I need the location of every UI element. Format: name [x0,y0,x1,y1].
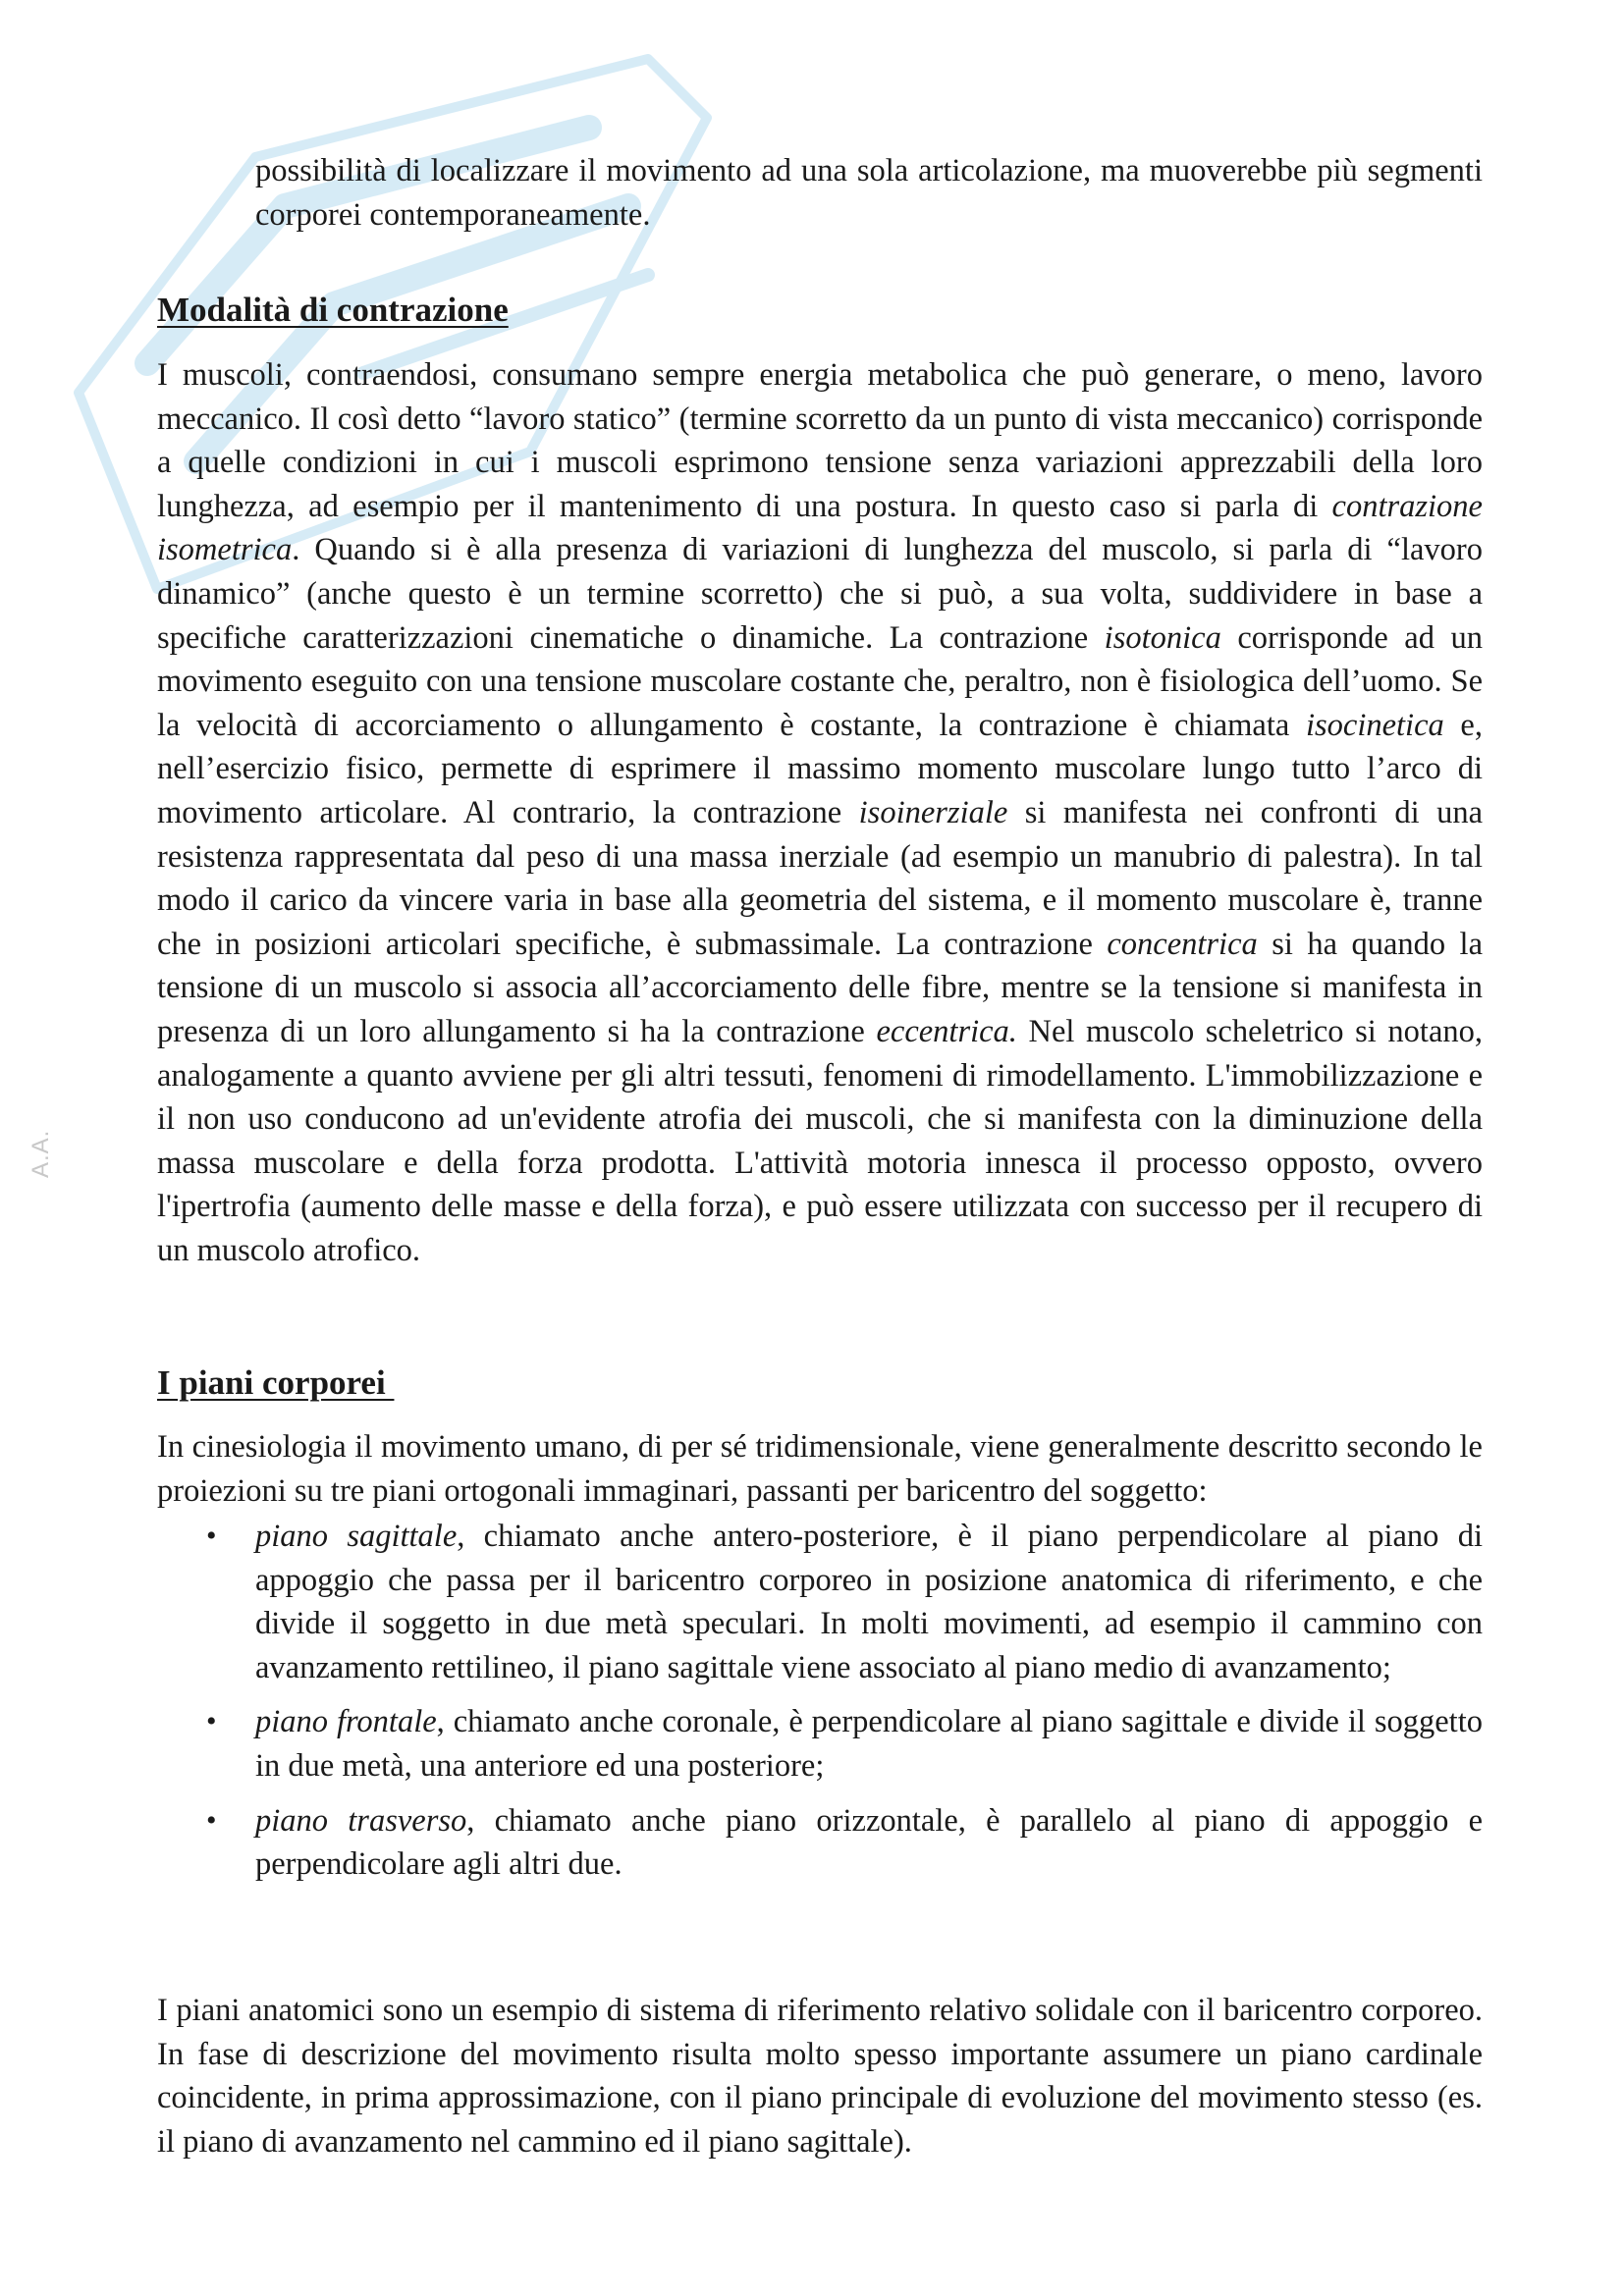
text-run: . Quando si è alla presenza di variazioni di lunghezza del muscolo, si parla di “lavoro dinamico” (anche questo è un termine scorretto) che si può, a sua volta, suddividere in base a specifiche caratterizzazioni cinematiche o dinamiche. La contrazione [157,532,1483,656]
italic-term: eccentrica. [876,1013,1017,1049]
italic-term: isocinetica [1305,707,1444,743]
plane-term: piano sagittale [255,1519,458,1554]
closing-paragraph: I piani anatomici sono un esempio di sistema di riferimento relativo solidale con il baricentro corporeo. In fase di descrizione del movimento risulta molto spesso importante assumere un piano cardinale coincidente, in prima approssimazione, con il piano principale di evoluzione del movimento stesso (es. il piano di avanzamento nel cammino ed il piano sagittale). [157,1993,1483,2160]
plane-description: , chiamato anche antero-posteriore, è il piano perpendicolare al piano di appoggio che passa per il baricentro corporeo in posizione anatomica di riferimento, e che divide il soggetto in due metà speculari. In molti movimenti, ad esempio il cammino con avanzamento rettilineo, il piano sagittale viene associato al piano medio di avanzamento; [255,1519,1483,1685]
text-run: si manifesta nei confronti di una resistenza rappresentata dal peso di una massa inerziale (ad esempio un manubrio di palestra). In tal modo il carico da vincere varia in base alla geometria del sistema, e il momento muscolare è, tranne che in posizioni articolari specifiche, è submassimale. La contrazione [157,794,1483,962]
text-run: corrisponde ad un movimento eseguito con una tensione muscolare costante che, peraltro, non è fisiologica dell’uomo. Se la velocità di accorciamento o allungamento è costante, la contrazione è chiamata [157,619,1484,743]
intro-paragraph: possibilità di localizzare il movimento ad una sola articolazione, ma muoverebbe più segmenti corporei contemporaneamente. [255,153,1483,233]
section-heading-contraction: Modalità di contrazione [157,291,509,329]
list-item [157,1799,1483,1887]
text-run: e, nell’esercizio fisico, permette di esprimere il massimo momento muscolare lungo tutto l’arco di movimento articolare. Al contrario, la contrazione [157,707,1483,830]
italic-term: concentrica [1107,926,1258,962]
italic-term: isotonica [1104,619,1221,656]
list-item [157,1700,1483,1788]
body-planes-intro: In cinesiologia il movimento umano, di per sé tridimensionale, viene generalmente descritto secondo le proiezioni su tre piani ortogonali immaginari, passanti per baricentro del soggetto: [157,1429,1483,1509]
plane-description: , chiamato anche piano orizzontale, è parallelo al piano di appoggio e perpendicolare agli altri due. [255,1802,1484,1883]
body-planes-list [157,1515,1483,1897]
plane-description: , chiamato anche coronale, è perpendicolare al piano sagittale e divide il soggetto in due metà, una anteriore ed una posteriore; [255,1704,1483,1784]
margin-initials: A.A. [27,1129,54,1178]
italic-term: isoinerziale [858,794,1008,830]
bullet-icon: • [206,1705,217,1738]
italic-term: contrazione isometrica [157,488,1483,568]
plane-term: piano trasverso [255,1802,467,1839]
text-run: Nel muscolo scheletrico si notano, analogamente a quanto avviene per gli altri tessuti, fenomeni di rimodellamento. L'immobilizzazione e il non uso conducono ad un'evidente atrofia dei muscoli, che si manifesta con la diminuzione della massa muscolare e della forza prodotta. L'attività motoria innesca il processo opposto, ovvero l'ipertrofia (aumento delle masse e della forza), e può essere utilizzata con successo per il recupero di un muscolo atrofico. [157,1013,1483,1268]
section-heading-body-planes: I piani corporei [157,1363,395,1402]
text-run: I muscoli, contraendosi, consumano sempre energia metabolica che può generare, o meno, lavoro meccanico. Il così detto “lavoro statico” (termine scorretto da un punto di vista meccanico) corrisponde a quelle condizioni in cui i muscoli esprimono tensione senza variazioni apprezzabili della loro lunghezza, ad esempio per il mantenimento di una postura. In questo caso si parla di [157,357,1483,524]
plane-term: piano frontale [255,1704,437,1740]
bullet-icon: • [206,1803,217,1837]
contraction-paragraph [157,353,1483,1272]
list-item [157,1515,1483,1689]
text-run: si ha quando la tensione di un muscolo si associa all’accorciamento delle fibre, mentre se la tensione si manifesta in presenza di un loro allungamento si ha la contrazione [157,926,1484,1049]
bullet-icon: • [206,1520,217,1552]
